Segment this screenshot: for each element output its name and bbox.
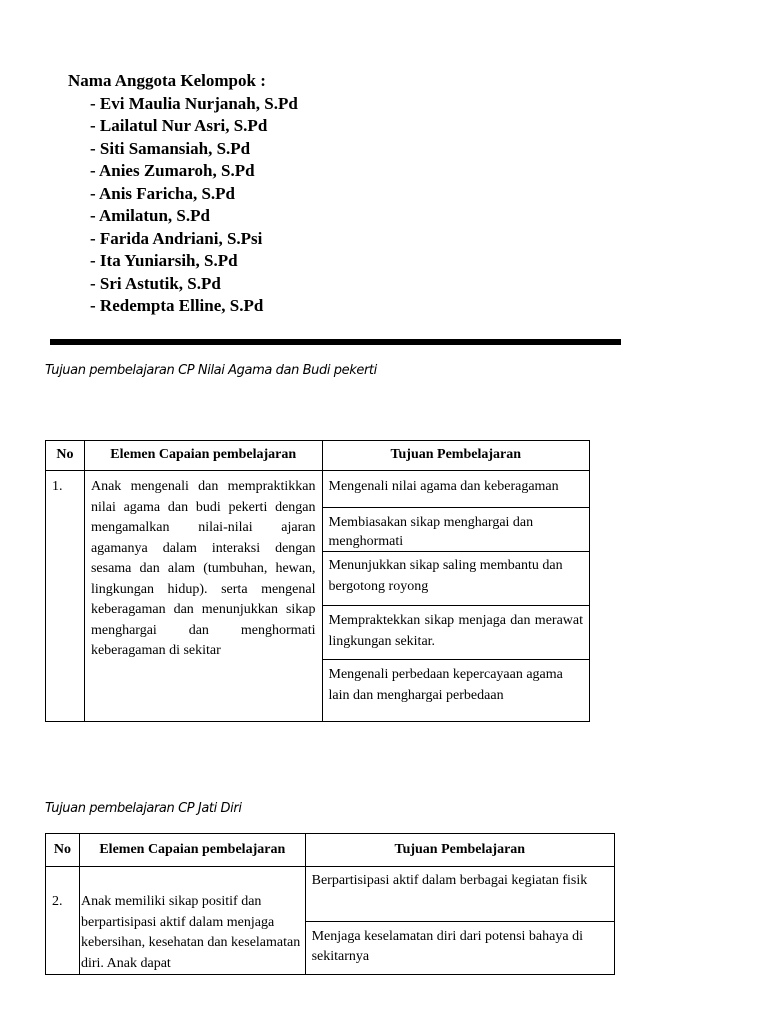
section-title-nilai-agama: Tujuan pembelajaran CP Nilai Agama dan Budi pekerti — [45, 363, 377, 378]
header-goals: Tujuan Pembelajaran — [305, 834, 614, 867]
member-item: - Evi Maulia Nurjanah, S.Pd — [90, 93, 298, 113]
member-list-heading: Nama Anggota Kelompok : — [68, 71, 266, 90]
table-header-row — [46, 834, 615, 867]
table-row — [46, 471, 590, 508]
member-list — [68, 70, 298, 318]
member-item: - Amilatun, S.Pd — [90, 206, 210, 225]
header-element: Elemen Capaian pembelajaran — [84, 441, 322, 471]
row-number: 2. — [46, 867, 80, 975]
goal-cell: Berpartisipasi aktif dalam berbagai kegiatan fisik — [305, 867, 614, 922]
table-header-row — [46, 441, 590, 471]
member-item: - Ita Yuniarsih, S.Pd — [90, 251, 238, 270]
member-item: - Anis Faricha, S.Pd — [90, 183, 235, 203]
horizontal-divider — [50, 339, 621, 345]
table-row — [46, 867, 615, 922]
element-cell: Anak memiliki sikap positif dan berpartisipasi aktif dalam menjaga kebersihan, kesehatan dan keselamatan diri. Anak dapat — [79, 867, 305, 975]
member-names — [68, 93, 298, 318]
header-no: No — [46, 441, 85, 471]
header-element: Elemen Capaian pembelajaran — [79, 834, 305, 867]
goal-cell: Membiasakan sikap menghargai dan menghormati — [322, 508, 589, 552]
goal-cell: Mempraktekkan sikap menjaga dan merawat lingkungan sekitar. — [322, 606, 589, 660]
section-title-jati-diri: Tujuan pembelajaran CP Jati Diri — [45, 801, 242, 816]
header-no: No — [46, 834, 80, 867]
member-item: - Farida Andriani, S.Psi — [90, 228, 263, 248]
member-item: - Anies Zumaroh, S.Pd — [90, 161, 255, 180]
element-cell: Anak mengenali dan mempraktikkan nilai agama dan budi pekerti dengan mengamalkan nilai-nilai ajaran agamanya dalam interaksi dengan sesama dan alam (tumbuhan, hewan, lingkungan hidup). serta mengenal keberagaman dan menunjukkan sikap menghargai dan menghormati keberagaman di sekitar — [84, 471, 322, 722]
learning-goals-table-nilai-agama — [45, 440, 590, 722]
goal-cell: Menunjukkan sikap saling membantu dan bergotong royong — [322, 552, 589, 606]
row-number: 1. — [46, 471, 85, 722]
member-item: - Siti Samansiah, S.Pd — [90, 138, 251, 158]
goal-cell: Menjaga keselamatan diri dari potensi bahaya di sekitarnya — [305, 921, 614, 975]
goal-cell: Mengenali nilai agama dan keberagaman — [322, 471, 589, 508]
header-goals: Tujuan Pembelajaran — [322, 441, 589, 471]
member-item: - Lailatul Nur Asri, S.Pd — [90, 116, 268, 135]
member-item: - Redempta Elline, S.Pd — [90, 296, 264, 315]
learning-goals-table-jati-diri — [45, 833, 615, 975]
member-item: - Sri Astutik, S.Pd — [90, 273, 221, 293]
goal-cell: Mengenali perbedaan kepercayaan agama lain dan menghargai perbedaan — [322, 660, 589, 722]
